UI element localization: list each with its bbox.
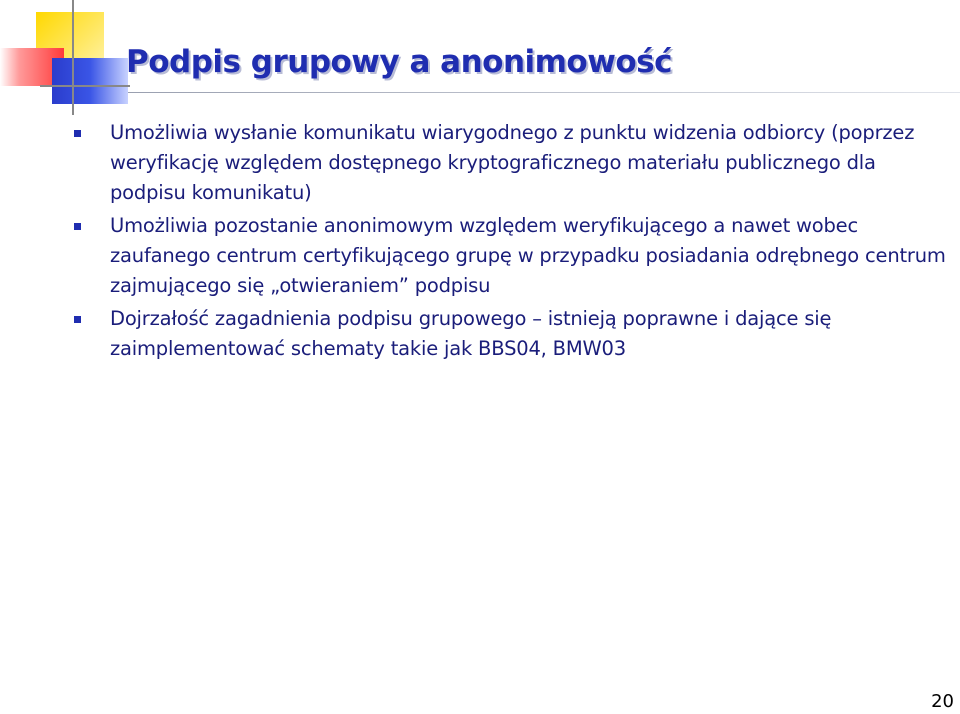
- logo-blue-block: [52, 58, 128, 104]
- square-bullet-icon: [74, 316, 81, 323]
- bullet-list: [70, 118, 950, 367]
- bullet-item: [70, 118, 950, 208]
- logo-vertical-line: [72, 0, 74, 115]
- decorative-logo: [0, 0, 130, 115]
- logo-horizontal-line: [40, 85, 130, 87]
- bullet-item: [70, 304, 950, 364]
- bullet-text: Dojrzałość zagadnienia podpisu grupowego – istnieją poprawne i dające się zaimplementować schematy takie jak BBS04, BMW03: [110, 307, 832, 360]
- page-number: 20: [931, 691, 954, 712]
- bullet-text: Umożliwia pozostanie anonimowym względem weryfikującego a nawet wobec zaufanego centrum certyfikującego grupę w przypadku posiadania odrębnego centrum zajmującego się „otwieraniem” podpisu: [110, 214, 946, 297]
- square-bullet-icon: [74, 223, 81, 230]
- slide-title: Podpis grupowy a anonimowość: [126, 44, 672, 80]
- bullet-text: Umożliwia wysłanie komunikatu wiarygodnego z punktu widzenia odbiorcy (poprzez weryfikację względem dostępnego kryptograficznego materiału publicznego dla podpisu komunikatu): [110, 121, 915, 204]
- square-bullet-icon: [74, 130, 81, 137]
- title-underline: [128, 92, 960, 93]
- bullet-item: [70, 211, 950, 301]
